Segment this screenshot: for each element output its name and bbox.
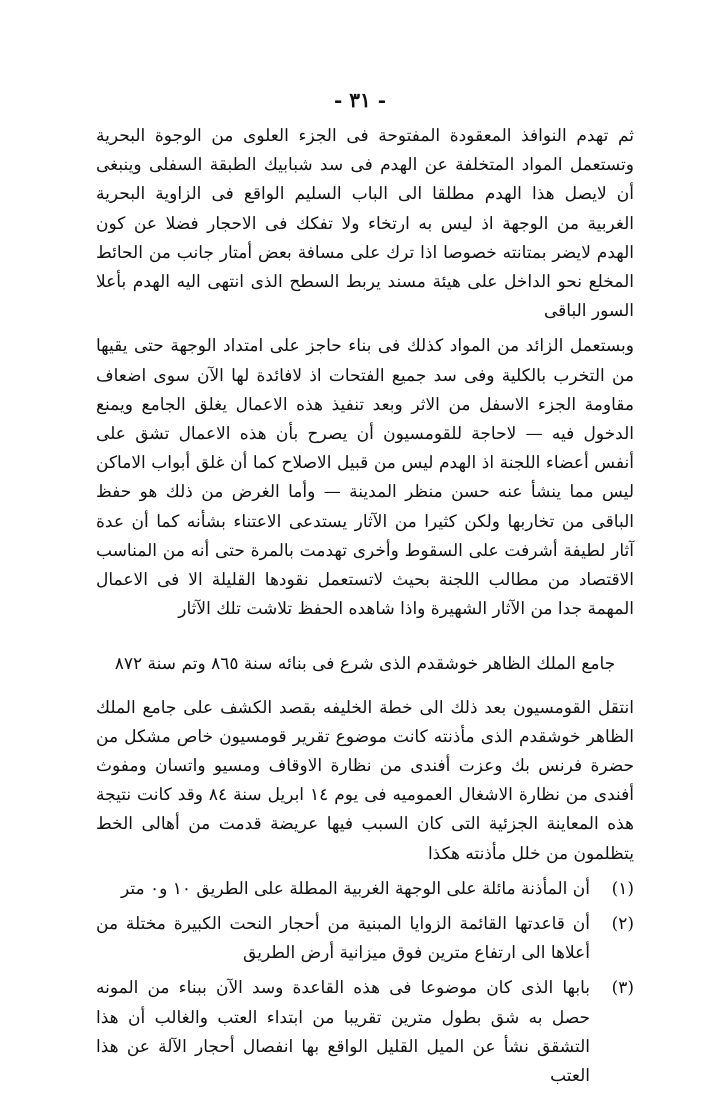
list-item-text: أن قاعدتها القائمة الزوايا المبنية من أحجار النحت الكبيرة مختلة من أعلاها الى ارتفاع مترين فوق ميزانية أرض الطريق: [96, 914, 590, 964]
list-item-number: (٣): [611, 978, 634, 999]
paragraph-1: ثم تهدم النوافذ المعقودة المفتوحة فى الجزء العلوى من الوجوة البحرية وتستعمل المواد المتخلفة عن الهدم فى سد شبابيك الطبقة السفلى وينبغى أن لايصل هذا الهدم مطلقا الى الباب السليم الواقع فى الزاوية البحرية الغربية من الوجهة اذ ليس به ارتخاء ولا تفكك فى الاحجار فضلا عن كون الهدم لايضر بمتانته خصوصا اذا ترك على مسافة بعض أمتار جانب من الحائط المخلع نحو الداخل على هيئة مسند يربط السطح الذى انتهى اليه الهدم بأعلا السور الباقى: [96, 126, 634, 322]
list-item-number: (١): [611, 878, 634, 899]
list-item-1: [96, 875, 634, 904]
list-item-number: (٢): [611, 914, 634, 935]
paragraph-3: انتقل القومسيون بعد ذلك الى خطة الخليفه بقصد الكشف على جامع الملك الظاهر خوشقدم الذى مأذنته كانت موضوع تقرير قومسيون خاص مشكل من حضرة فرنس بك وعزت أفندى من نظارة الاوقاف ومسيو واتسان ومفوث أفندى من نظارة الاشغال العموميه فى يوم ١٤ ابريل سنة ٨٤ وقد كانت نتيجة هذه المعاينة الجزئية التى كان السبب فيها عريضة قدمت من أهالى الخط يتظلمون من خلل مأذنته هكذا: [96, 697, 635, 864]
list-item-text: أن المأذنة مائلة على الوجهة الغربية المطلة على الطريق ١٠ و٠ متر: [120, 878, 590, 899]
list-item-3: [96, 974, 634, 1091]
page-number: - ٣١ -: [333, 88, 386, 112]
list-item-2: [96, 910, 634, 968]
body-text: [96, 122, 634, 1097]
section-title: جامع الملك الظاهر خوشقدم الذى شرع فى بنائه سنة ٨٦٥ وتم سنة ٨٧٢: [114, 654, 616, 675]
list-item-text: بابها الذى كان موضوعا فى هذه القاعدة وسد الآن ببناء من المونه حصل به شق بطول مترين تقريبا من ابتداء العتب والغالب أن هذا التشقق نشأ عن الميل القليل الواقع بها انفصال أحجار الآلة عن هذا العتب: [96, 978, 590, 1087]
paragraph-2: وبستعمل الزائد من المواد كذلك فى بناء حاجز على امتداد الوجهة حتى يقيها من التخرب بالكلية وفى سد جميع الفتحات اذ لافائدة لها الآن سوى اضعاف مقاومة الجزء الاسفل من الاثر وبعد تنفيذ هذه الاعمال يغلق الجامع ويمنع الدخول فيه — لاحاجة للقومسيون أن يصرح بأن هذه الاعمال تشق على أنفس أعضاء اللجنة اذ الهدم ليس من قبيل الاصلاح كما أن غلق أبواب الاماكن ليس مما ينشأ عنه حسن منظر المدينة — وأما الغرض من ذلك هو حفظ الباقى من تخاربها ولكن كثيرا من الآثار يستدعى الاعتناء بشأنه كما أن عدة آثار لطيفة أشرفت على السقوط وأخرى تهدمت بالمرة حتى أنه من المناسب الاقتصاد من مطالب اللجنة بحيث لاتستعمل نقودها القليلة الا فى الاعمال المهمة جدا من الآثار الشهيرة واذا شاهده الحفظ تلاشت تلك الآثار: [96, 336, 634, 620]
